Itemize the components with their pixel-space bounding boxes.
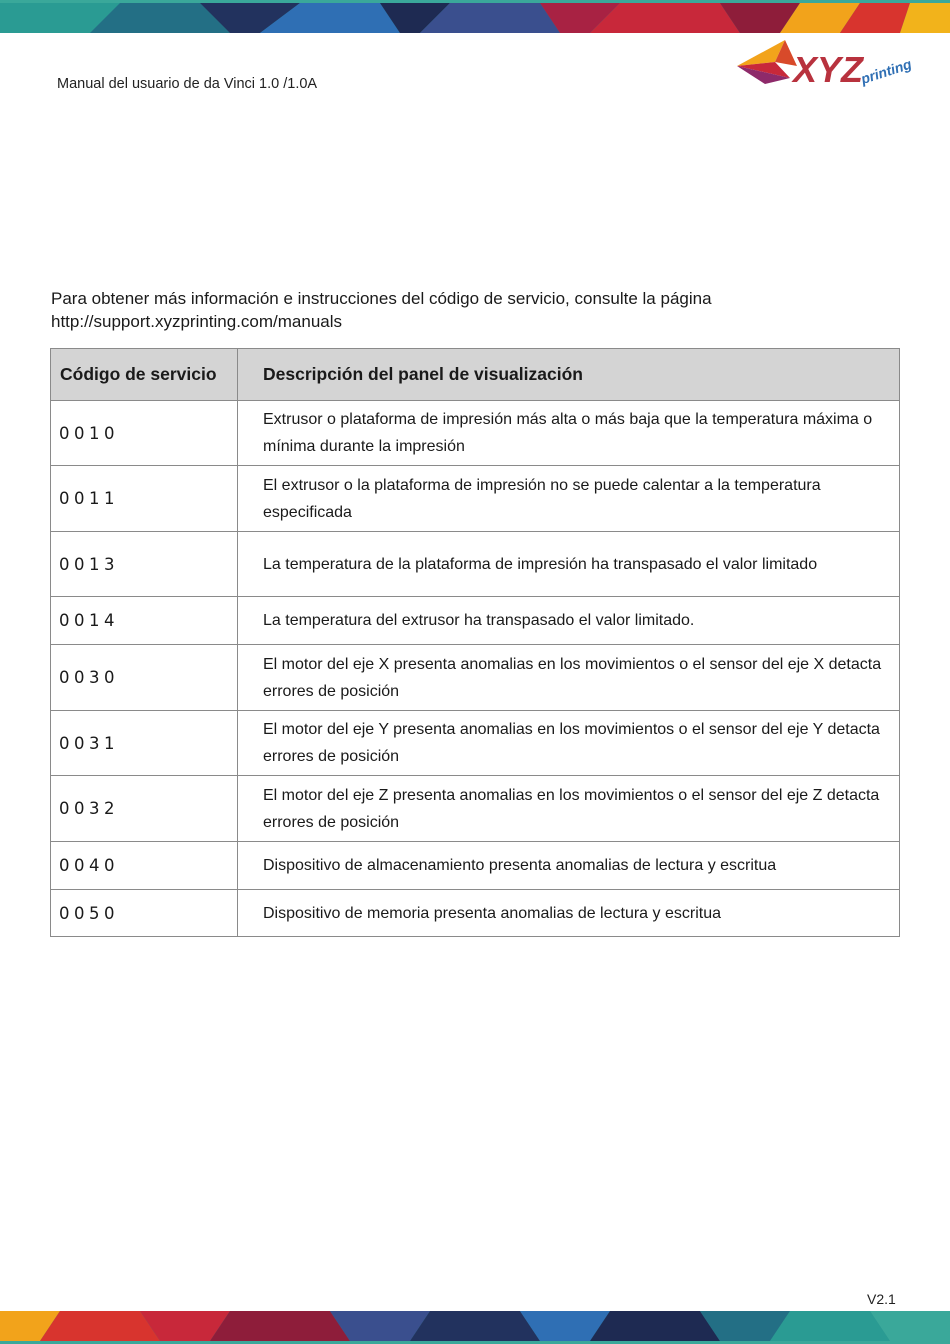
- code-description: El extrusor o la plataforma de impresión no se puede calentar a la temperatura especificada: [238, 466, 900, 532]
- code-description: La temperatura del extrusor ha transpasado el valor limitado.: [238, 597, 900, 645]
- service-code: 0011: [51, 466, 238, 532]
- code-description: Dispositivo de almacenamiento presenta anomalias de lectura y escritua: [238, 842, 900, 890]
- code-description: El motor del eje Y presenta anomalias en los movimientos o el sensor del eje Y detacta errores de posición: [238, 711, 900, 776]
- code-description: El motor del eje X presenta anomalias en los movimientos o el sensor del eje X detacta errores de posición: [238, 645, 900, 711]
- intro-paragraph: [51, 287, 901, 333]
- svg-text:XYZ: XYZ: [793, 49, 864, 90]
- column-header-description: Descripción del panel de visualización: [238, 349, 900, 401]
- manual-title: Manual del usuario de da Vinci 1.0 /1.0A: [57, 76, 318, 92]
- service-code: 0030: [51, 645, 238, 711]
- bottom-decorative-band: [0, 1311, 950, 1341]
- table-row: [51, 890, 900, 937]
- service-code: 0050: [51, 890, 238, 937]
- top-decorative-band: [0, 3, 950, 33]
- table-row: [51, 711, 900, 776]
- code-description: Dispositivo de memoria presenta anomalias de lectura y escritua: [238, 890, 900, 937]
- table-header-row: [51, 349, 900, 401]
- column-header-code: Código de servicio: [51, 349, 238, 401]
- code-description: El motor del eje Z presenta anomalias en los movimientos o el sensor del eje Z detacta errores de posición: [238, 776, 900, 842]
- service-code: 0013: [51, 532, 238, 597]
- code-description: Extrusor o plataforma de impresión más alta o más baja que la temperatura máxima o mínima durante la impresión: [238, 401, 900, 466]
- table-row: [51, 597, 900, 645]
- version-label: V2.1: [867, 1291, 896, 1307]
- table-row: [51, 532, 900, 597]
- service-code: 0014: [51, 597, 238, 645]
- service-code: 0040: [51, 842, 238, 890]
- table-row: [51, 842, 900, 890]
- table-row: [51, 645, 900, 711]
- table-row: [51, 776, 900, 842]
- intro-link-url: http://support.xyzprinting.com/manuals: [51, 312, 343, 331]
- service-code-table: [50, 348, 900, 937]
- service-code: 0031: [51, 711, 238, 776]
- xyzprinting-logo: [735, 36, 914, 96]
- table-row: [51, 401, 900, 466]
- svg-text:printing: printing: [858, 55, 914, 87]
- service-code: 0032: [51, 776, 238, 842]
- intro-line-1: Para obtener más información e instrucciones del código de servicio, consulte la página: [51, 289, 712, 308]
- service-code: 0010: [51, 401, 238, 466]
- table-row: [51, 466, 900, 532]
- code-description: La temperatura de la plataforma de impresión ha transpasado el valor limitado: [238, 532, 900, 597]
